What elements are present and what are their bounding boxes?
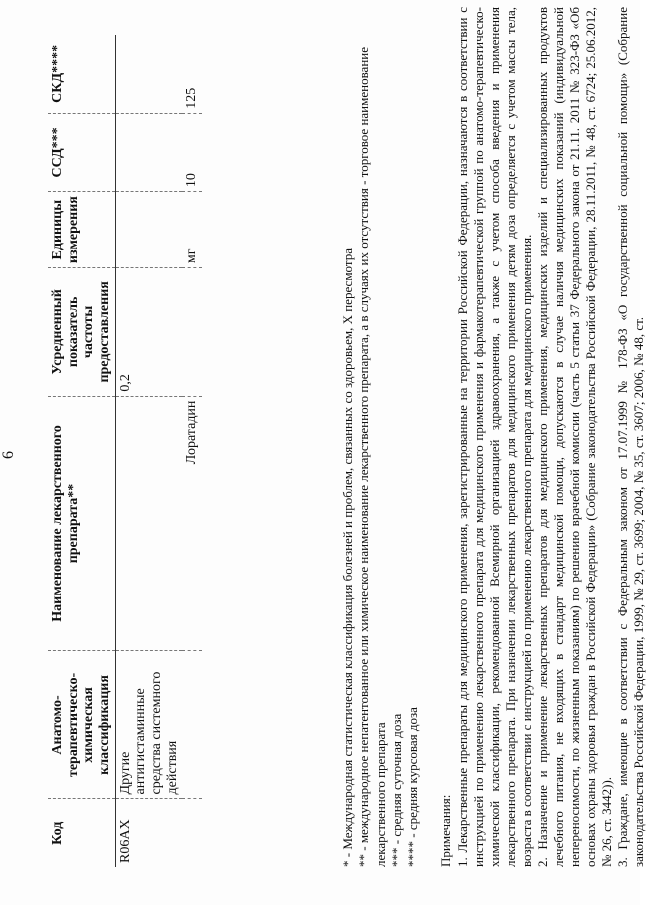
cell-unit: мг bbox=[182, 192, 202, 268]
legend bbox=[340, 27, 421, 867]
cell-code bbox=[182, 799, 202, 867]
cell-frequency: 0,2 bbox=[115, 268, 182, 396]
cell-unit bbox=[115, 192, 182, 268]
cell-code: R06AX bbox=[117, 819, 133, 863]
header-frequency: Усредненный показатель частоты предоставления bbox=[48, 268, 115, 396]
notes bbox=[438, 7, 647, 867]
cell-frequency bbox=[182, 268, 202, 396]
page-number: 6 bbox=[0, 451, 17, 459]
cell-atc bbox=[182, 651, 202, 799]
header-sdd: ССД*** bbox=[48, 113, 115, 191]
note-paragraph: 2. Назначение и применение лекарственных препаратов для медицинского применения, медицинских изделий и специализированных продуктов лечебного питания, не входящих в стандарт медицинской помощи, допускаются в случае наличия медицинских показаний (индивидуальной непереносимости, по жизненным показаниям) по решению врачебной комиссии (часть 5 статьи 37 Федерального закона от 21.11. 2011 № 323-ФЗ «Об основах охраны здоровья граждан в Российской Федерации» (Собрание законодательства Российской Федерации, 28.11.2011, № 48, ст. 6724; 25.06.2012, № 26, ст. 3442)). bbox=[534, 7, 614, 867]
drug-table bbox=[48, 35, 202, 867]
table-row bbox=[115, 35, 182, 867]
header-atc: Анатомо-терапевтическо-химическая классификация bbox=[48, 651, 115, 799]
header-drug-name: Наименование лекарственного препарата** bbox=[48, 396, 115, 651]
legend-item: **** - средняя курсовая доза bbox=[405, 707, 420, 867]
cell-drug-name bbox=[115, 396, 182, 651]
note-paragraph: 1. Лекарственные препараты для медицинского применения, зарегистрированные на территории Российской Федерации, назначаются в соответствии с инструкцией по применению лекарственного препарата для медицинского применения и фармакотерапевтической группой по анатомо-терапевтическо-химической классификации, рекомендованной Всемирной организацией здравоохранения, а также с учетом способа введения и применения лекарственного препарата. При назначении лекарственных препаратов для медицинского применения детям доза определяется с учетом массы тела, возраста в соответствии с инструкцией по применению лекарственного препарата для медицинского применения. bbox=[454, 7, 534, 867]
cell-drug-name: Лоратадин bbox=[182, 396, 202, 651]
cell-skd: 125 bbox=[182, 35, 202, 113]
legend-item: *** - средняя суточная доза bbox=[388, 713, 404, 867]
header-skd: СКД**** bbox=[48, 35, 115, 113]
cell-sdd: 10 bbox=[182, 113, 202, 191]
legend-item: ** - международное непатентованное или химическое наименование лекарственного препарата, а в случаях их отсутствия - торговое наименование лекарственного препарата bbox=[356, 46, 388, 867]
legend-item: * - Международная статистическая классификация болезней и проблем, связанных со здоровьем, X пересмотра bbox=[340, 248, 355, 867]
cell-skd bbox=[115, 35, 182, 113]
cell-sdd bbox=[115, 113, 182, 191]
header-code: Код bbox=[48, 799, 115, 867]
header-unit: Единицы измерения bbox=[48, 192, 115, 268]
cell-atc: Другие антигистаминные средства системного действия bbox=[115, 651, 182, 799]
table-header-row bbox=[48, 35, 115, 867]
note-paragraph: 3. Граждане, имеющие в соответствии с Федеральным законом от 17.07.1999 № 178-ФЗ «О государственной социальной помощи» (Собрание законодательства Российской Федерации, 1999, № 29, ст. 3699; 2004, № 35, ст. 3607; 2006, № 48, ст. bbox=[614, 7, 646, 867]
table-row bbox=[182, 35, 202, 867]
notes-heading: Примечания: bbox=[438, 794, 453, 867]
